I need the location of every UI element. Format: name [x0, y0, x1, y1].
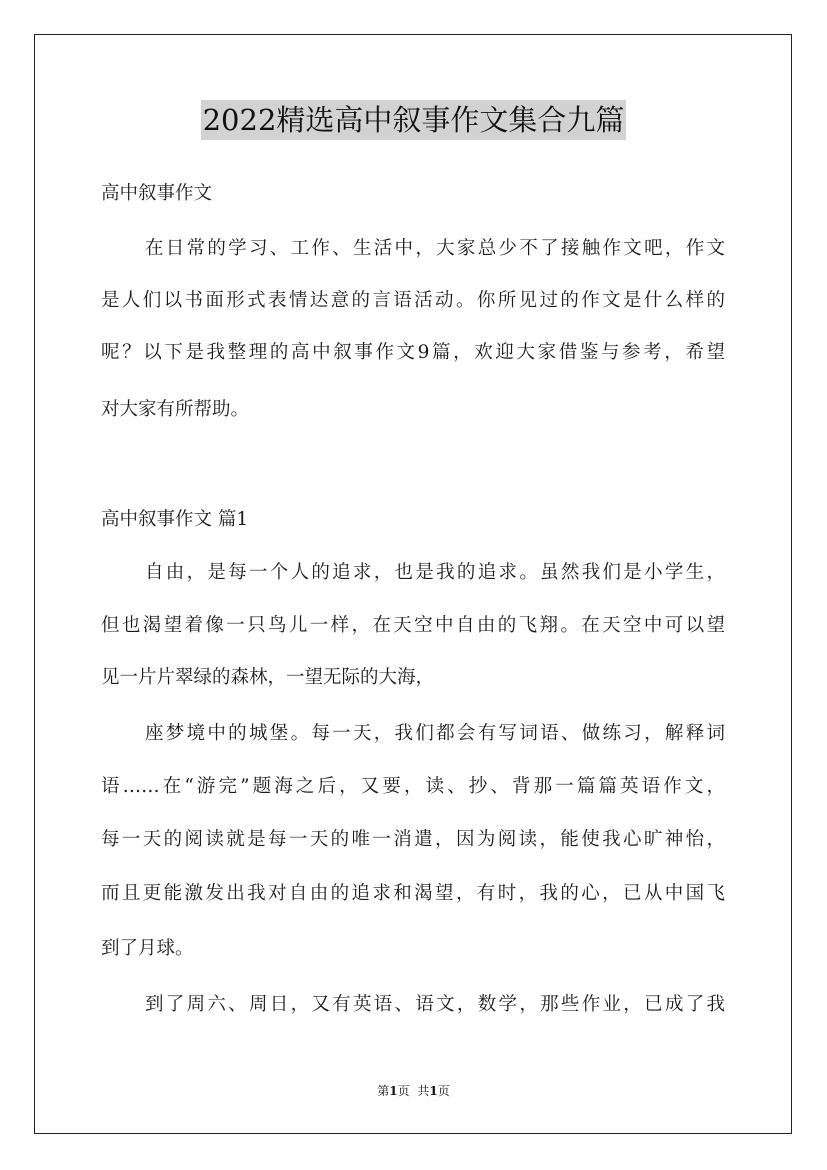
paragraph-line: 见一片片翠绿的森林，一望无际的大海，	[101, 667, 435, 688]
paragraph-line: 座梦境中的城堡。每一天，我们都会有写词语、做练习，解释词	[145, 723, 725, 744]
footer-page-number: 1	[389, 1084, 398, 1098]
paragraph-line: 语……在“游完”题海之后，又要，读、抄、背那一篇篇英语作文，	[101, 776, 725, 797]
title-wrap	[0, 100, 827, 140]
footer-total-prefix: 共	[417, 1084, 430, 1098]
paragraph-line: 到了周六、周日，又有英语、语文，数学，那些作业，已成了我	[145, 994, 725, 1015]
article-heading: 高中叙事作文 篇1	[101, 509, 249, 530]
paragraph-line: 自由，是每一个人的追求，也是我的追求。虽然我们是小学生，	[145, 562, 725, 583]
paragraph-line: 到了月球。	[101, 938, 194, 959]
paragraph-line: 而且更能激发出我对自由的追求和渴望，有时，我的心，已从中国飞	[101, 883, 725, 904]
footer-total-suffix: 页	[437, 1084, 450, 1098]
intro-line: 呢？以下是我整理的高中叙事作文9篇，欢迎大家借鉴与参考，希望	[101, 342, 725, 363]
section-heading: 高中叙事作文	[101, 183, 213, 204]
paragraph-line: 每一天的阅读就是每一天的唯一消遣，因为阅读，能使我心旷神怡，	[101, 829, 725, 850]
intro-line: 在日常的学习、工作、生活中，大家总少不了接触作文吧，作文	[145, 238, 725, 259]
intro-line: 对大家有所帮助。	[101, 399, 250, 420]
document-title: 2022精选高中叙事作文集合九篇	[201, 100, 627, 140]
footer-total-number: 1	[429, 1084, 438, 1098]
paragraph-line: 但也渴望着像一只鸟儿一样，在天空中自由的飞翔。在天空中可以望	[101, 615, 725, 636]
intro-line: 是人们以书面形式表情达意的言语活动。你所见过的作文是什么样的	[101, 290, 725, 311]
page-footer	[0, 1083, 827, 1099]
footer-page-suffix: 页	[397, 1084, 410, 1098]
footer-page-prefix: 第	[377, 1084, 390, 1098]
